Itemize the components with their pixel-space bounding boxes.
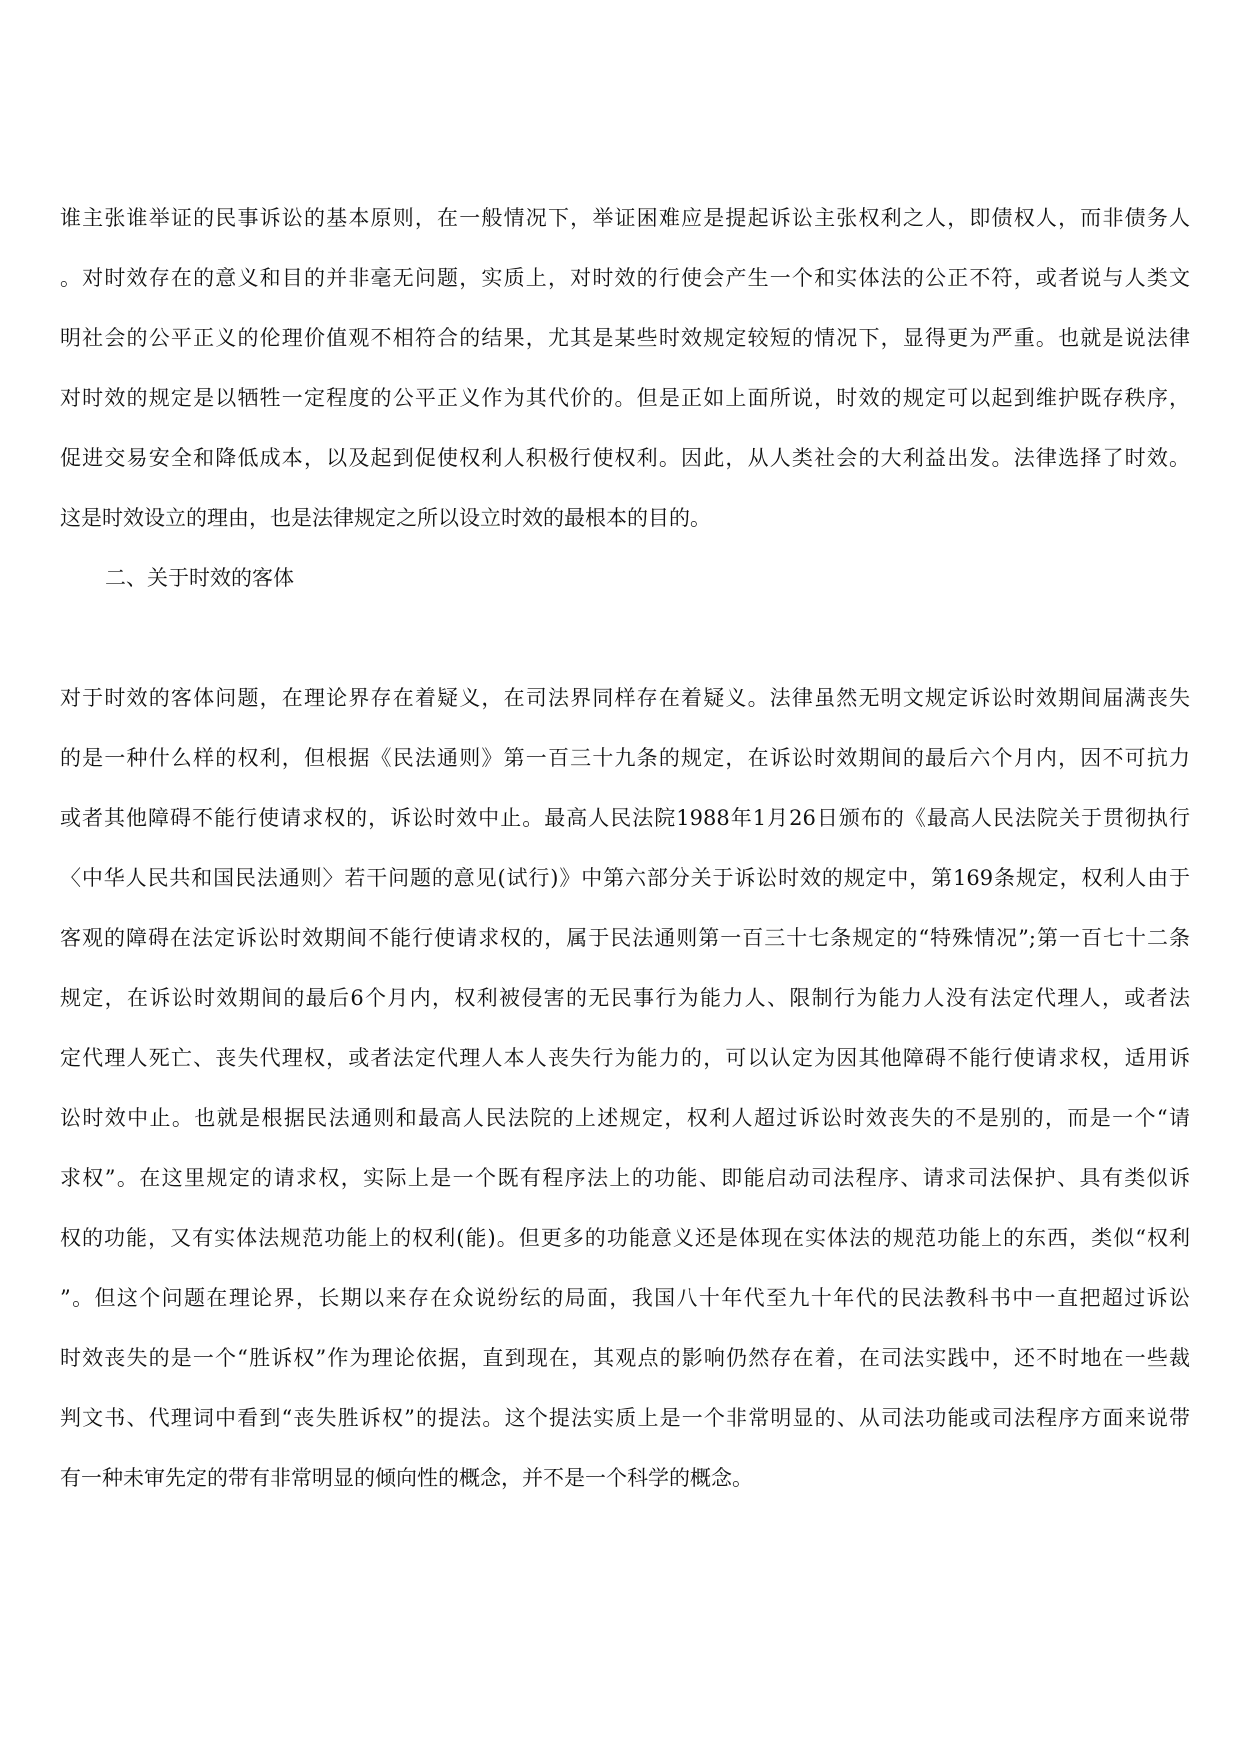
section-heading: 二、关于时效的客体 — [105, 566, 294, 590]
paragraph-1-line: 谁主张谁举证的民事诉讼的基本原则，在一般情况下，举证困难应是提起诉讼主张权利之人，即债权人，而非债务人 — [60, 206, 1190, 230]
paragraph-2-line: 求权”。在这里规定的请求权，实际上是一个既有程序法上的功能、即能启动司法程序、请求司法保护、具有类似诉 — [60, 1166, 1190, 1190]
paragraph-2-line: 规定，在诉讼时效期间的最后6个月内，权利被侵害的无民事行为能力人、限制行为能力人没有法定代理人，或者法 — [60, 986, 1190, 1010]
paragraph-1-line: 对时效的规定是以牺牲一定程度的公平正义作为其代价的。但是正如上面所说，时效的规定可以起到维护既存秩序， — [60, 386, 1190, 410]
paragraph-2-line: 的是一种什么样的权利，但根据《民法通则》第一百三十九条的规定，在诉讼时效期间的最后六个月内，因不可抗力 — [60, 746, 1190, 770]
paragraph-2-line: 权的功能，又有实体法规范功能上的权利(能)。但更多的功能意义还是体现在实体法的规范功能上的东西，类似“权利 — [60, 1226, 1190, 1250]
paragraph-2-line: 〈中华人民共和国民法通则〉若干问题的意见(试行)》中第六部分关于诉讼时效的规定中，第169条规定，权利人由于 — [60, 866, 1190, 890]
paragraph-2-line: 或者其他障碍不能行使请求权的，诉讼时效中止。最高人民法院1988年1月26日颁布的《最高人民法院关于贯彻执行 — [60, 806, 1190, 830]
paragraph-1-line: 促进交易安全和降低成本，以及起到促使权利人积极行使权利。因此，从人类社会的大利益出发。法律选择了时效。 — [60, 446, 1190, 470]
paragraph-1-line: 这是时效设立的理由，也是法律规定之所以设立时效的最根本的目的。 — [60, 506, 711, 530]
paragraph-2-line: 时效丧失的是一个“胜诉权”作为理论依据，直到现在，其观点的影响仍然存在着，在司法实践中，还不时地在一些裁 — [60, 1346, 1190, 1370]
paragraph-2-line: 客观的障碍在法定诉讼时效期间不能行使请求权的，属于民法通则第一百三十七条规定的“特殊情况”;第一百七十二条 — [60, 926, 1190, 950]
paragraph-2-line: 有一种未审先定的带有非常明显的倾向性的概念，并不是一个科学的概念。 — [60, 1466, 753, 1490]
paragraph-1-line: 。对时效存在的意义和目的并非毫无问题，实质上，对时效的行使会产生一个和实体法的公正不符，或者说与人类文 — [60, 266, 1190, 290]
paragraph-2-line: ”。但这个问题在理论界，长期以来存在众说纷纭的局面，我国八十年代至九十年代的民法教科书中一直把超过诉讼 — [60, 1286, 1190, 1310]
paragraph-2-line: 讼时效中止。也就是根据民法通则和最高人民法院的上述规定，权利人超过诉讼时效丧失的不是别的，而是一个“请 — [60, 1106, 1190, 1130]
paragraph-2-line: 定代理人死亡、丧失代理权，或者法定代理人本人丧失行为能力的，可以认定为因其他障碍不能行使请求权，适用诉 — [60, 1046, 1190, 1070]
paragraph-2-line: 对于时效的客体问题，在理论界存在着疑义，在司法界同样存在着疑义。法律虽然无明文规定诉讼时效期间届满丧失 — [60, 686, 1190, 710]
paragraph-1-line: 明社会的公平正义的伦理价值观不相符合的结果，尤其是某些时效规定较短的情况下，显得更为严重。也就是说法律 — [60, 326, 1190, 350]
paragraph-2-line: 判文书、代理词中看到“丧失胜诉权”的提法。这个提法实质上是一个非常明显的、从司法功能或司法程序方面来说带 — [60, 1406, 1190, 1430]
